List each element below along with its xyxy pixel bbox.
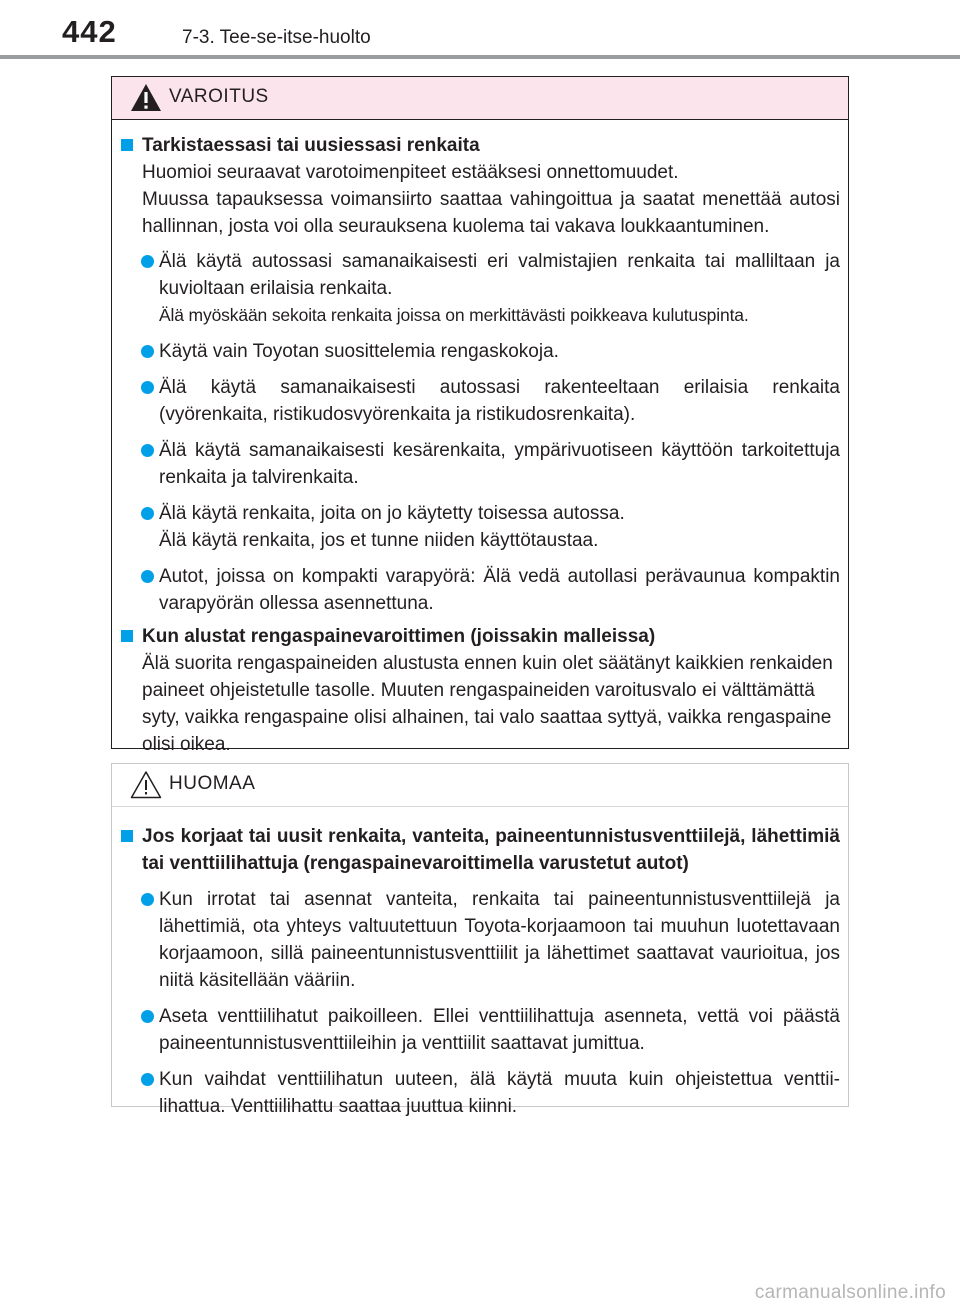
warning-title: VAROITUS: [169, 86, 269, 107]
bullet-item: Älä käytä samanaikaisesti kesärenkaita, ympärivuotiseen käyttöön tarkoitettuja renkaita ja talvirenkaita.: [119, 437, 840, 491]
bullet-item: Käytä vain Toyotan suosittelemia rengaskokoja.: [119, 338, 840, 365]
section-heading: Jos korjaat tai uusit renkaita, vanteita, paineentunnistusventtiilejä, lähettimiä tai venttiilihattuja (rengaspainevaroittimella varustetut autot): [119, 823, 840, 877]
warning-content: [112, 120, 848, 758]
bullet-text: Älä käytä autossasi samanaikaisesti eri valmistajien renkaita tai malliltaan ja kuvioltaan erilaisia renkaita.: [159, 251, 840, 299]
page-header: [0, 0, 960, 62]
section-heading: Kun alustat rengaspainevaroittimen (joissakin malleissa): [119, 623, 840, 650]
notice-title: HUOMAA: [169, 773, 256, 794]
paragraph: Huomioi seuraavat varotoimenpiteet estääksesi onnettomuudet.: [142, 162, 679, 183]
warning-triangle-icon: [130, 83, 162, 112]
bullet-item: Aseta venttiilihatut paikoilleen. Ellei venttiilihattuja asenneta, vettä voi päästä paineentunnistusventtiileihin ja venttiilit saattavat jumittua.: [119, 1003, 840, 1057]
warning-box: [111, 76, 849, 755]
bullet-text: Älä käytä renkaita, joita on jo käytetty toisessa autossa.: [159, 503, 625, 524]
paragraph: Muussa tapauksessa voimansiirto saattaa vahingoittua ja saatat menettää autosi hallinnan, josta voi olla seurauksena kuolema tai vakava loukkaantuminen.: [142, 189, 840, 237]
notice-header: [112, 764, 848, 807]
warning-header: [112, 77, 848, 120]
section-title: 7-3. Tee-se-itse-huolto: [182, 27, 371, 48]
paragraph: Älä suorita rengaspaineiden alustusta ennen kuin olet säätänyt kaikkien renkaiden paineet ohjeistetulle tasolle. Muuten rengaspaineiden varoitusvalo ei välttämättä syty, vaikka rengaspaine olisi alhainen, tai valo saattaa syttyä, vaikka rengaspaine olisi oikea.: [142, 653, 833, 755]
notice-box: [111, 763, 849, 1117]
bullet-subtext: Älä käytä renkaita, jos et tunne niiden käyttötaustaa.: [159, 530, 599, 551]
page-number: 442: [62, 14, 117, 49]
bullet-item: Älä käytä samanaikaisesti autossasi rakenteeltaan erilaisia renkaita (vyörenkaita, ristikudosvyörenkaita ja ristikudosrenkaita).: [119, 374, 840, 428]
notice-content: [112, 807, 848, 1120]
bullet-item: Kun irrotat tai asennat vanteita, renkaita tai paineentunnistusventtiilejä ja lähettimiä, ota yhteys valtuutettuun Toyota-korjaamoon tai muuhun luotettavaan korjaamoon, sillä paineentunnistusventtiilit ja lähettimet saattavat vaurioitua, jos niitä käsitellään vääriin.: [119, 886, 840, 994]
bullet-subtext: Älä myöskään sekoita renkaita joissa on merkittävästi poikkeava kulutuspinta.: [159, 305, 749, 325]
bullet-item: Autot, joissa on kompakti varapyörä: Älä vedä autollasi perävaunua kompaktin varapyörän ollessa asennettuna.: [119, 563, 840, 617]
header-rule: [0, 55, 960, 59]
caution-triangle-icon: [130, 770, 162, 799]
bullet-item: [119, 248, 840, 329]
bullet-item: Kun vaihdat venttiilihatun uuteen, älä käytä muuta kuin ohjeistettua venttiilihattua. Venttiilihattu saattaa juuttua kiinni.: [119, 1066, 840, 1120]
section-heading: Tarkistaessasi tai uusiessasi renkaita: [119, 132, 840, 159]
bullet-item: [119, 500, 840, 554]
watermark: carmanualsonline.info: [754, 1282, 946, 1303]
